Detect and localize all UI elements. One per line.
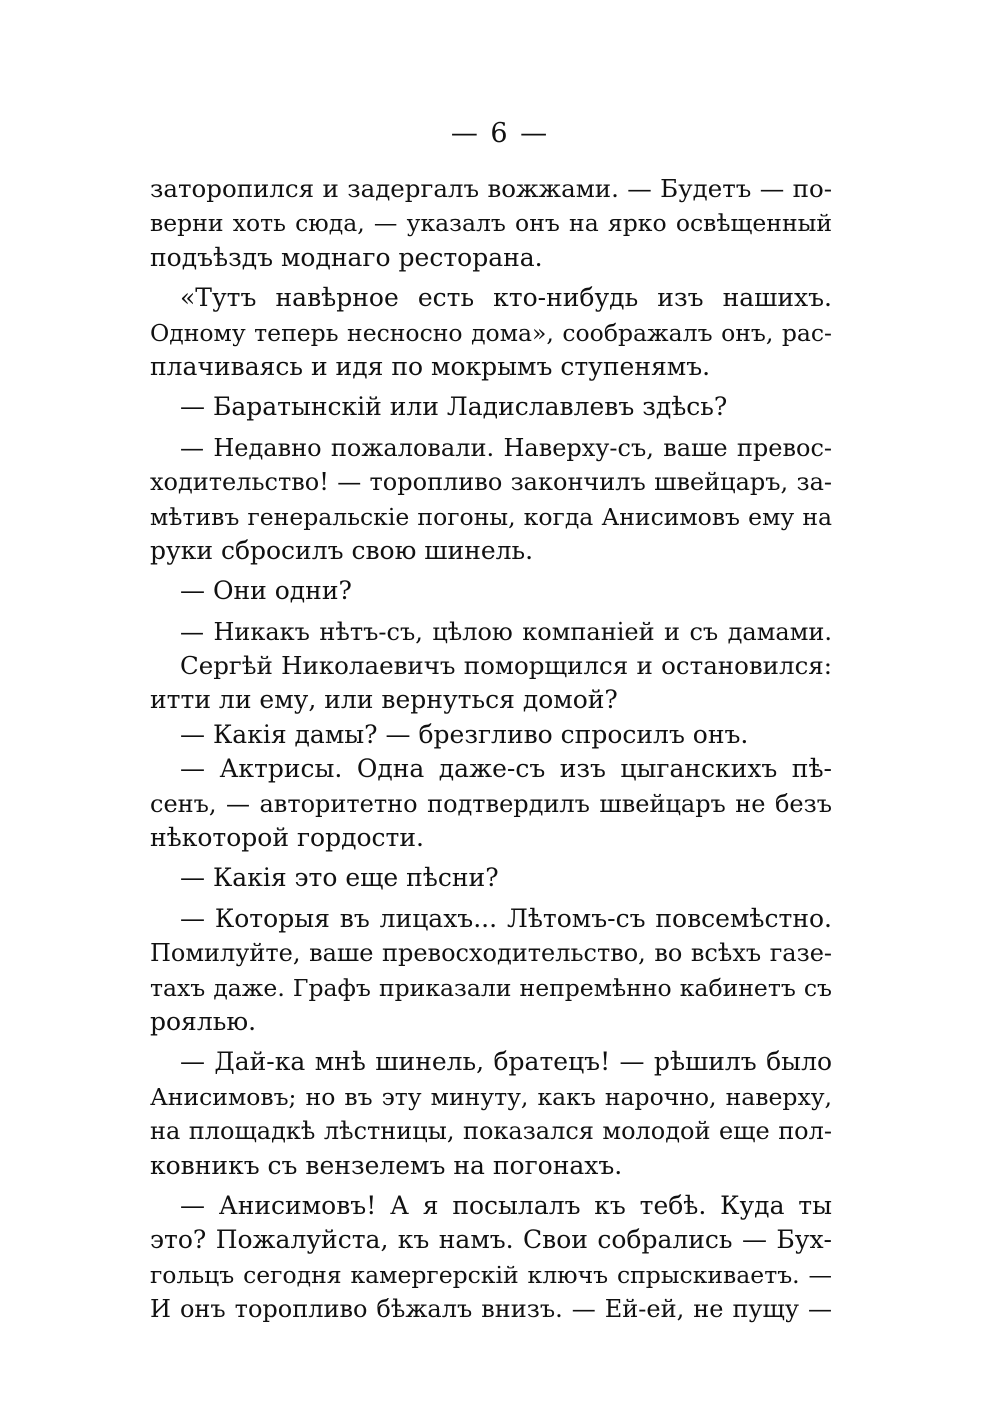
text-line: — Которыя въ лицахъ... Лѣтомъ-съ повсемѣстно.	[180, 903, 832, 933]
text-line: И онъ торопливо бѣжалъ внизъ. — Ей-ей, не пущу —	[150, 1295, 832, 1324]
text-line: — Актрисы. Одна даже-съ изъ цыганскихъ пѣ-	[180, 754, 832, 784]
text-line: подъѣздъ моднаго ресторана.	[150, 242, 543, 272]
text-line: Сергѣй Николаевичъ поморщился и остановился:	[180, 651, 832, 681]
text-line: — Анисимовъ! А я посылалъ къ тебѣ. Куда ты	[180, 1190, 832, 1220]
text-line: заторопился и задергалъ вожжами. — Будетъ — по-	[150, 174, 832, 203]
text-line: тахъ даже. Графъ приказали непремѣнно кабинетъ съ	[150, 973, 832, 1002]
text-line: роялью.	[150, 1006, 257, 1036]
text-line: — Какія это еще пѣсни?	[180, 863, 499, 893]
text-line: итти ли ему, или вернуться домой?	[150, 685, 618, 715]
text-line: Помилуйте, ваше превосходительство, во всѣхъ газе-	[150, 939, 832, 968]
text-line: — Никакъ нѣтъ-съ, цѣлою компаніей и съ дамами.	[180, 617, 832, 646]
text-line: ходительство! — торопливо закончилъ швейцаръ, за-	[150, 468, 832, 497]
text-line: — Они одни?	[180, 576, 352, 606]
text-line: — Баратынскій или Ладиславлевъ здѣсь?	[180, 392, 728, 422]
text-line: сенъ, — авторитетно подтвердилъ швейцаръ не безъ	[150, 789, 832, 818]
text-line: нѣкоторой гордости.	[150, 823, 424, 853]
text-line: Одному теперь несносно дома», соображалъ онъ, рас-	[150, 318, 832, 347]
text-line: мѣтивъ генеральскіе погоны, когда Анисимовъ ему на	[150, 502, 832, 531]
text-line: это? Пожалуйста, къ намъ. Свои собрались — Бух-	[150, 1225, 832, 1255]
text-line: руки сбросилъ свою шинель.	[150, 535, 534, 565]
text-line: — Дай-ка мнѣ шинель, братецъ! — рѣшилъ было	[180, 1047, 832, 1077]
text-line: на площадкѣ лѣстницы, показался молодой еще пол-	[150, 1117, 832, 1146]
text-line: Анисимовъ; но въ эту минуту, какъ нарочно, наверху,	[150, 1082, 832, 1111]
text-line: ковникъ съ вензелемъ на погонахъ.	[150, 1150, 623, 1180]
text-line: — Какія дамы? — брезгливо спросилъ онъ.	[180, 719, 749, 749]
text-line: верни хоть сюда, — указалъ онъ на ярко освѣщенный	[150, 209, 832, 238]
page-number: — 6 —	[450, 118, 550, 149]
text-line: — Недавно пожаловали. Наверху-съ, ваше превос-	[180, 433, 832, 462]
text-line: «Тутъ навѣрное есть кто-нибудь изъ нашихъ.	[180, 283, 832, 313]
body-text	[150, 172, 832, 1327]
text-line: гольцъ сегодня камергерскій ключъ спрыскиваетъ. —	[150, 1260, 832, 1289]
text-line: плачиваясь и идя по мокрымъ ступенямъ.	[150, 351, 711, 381]
